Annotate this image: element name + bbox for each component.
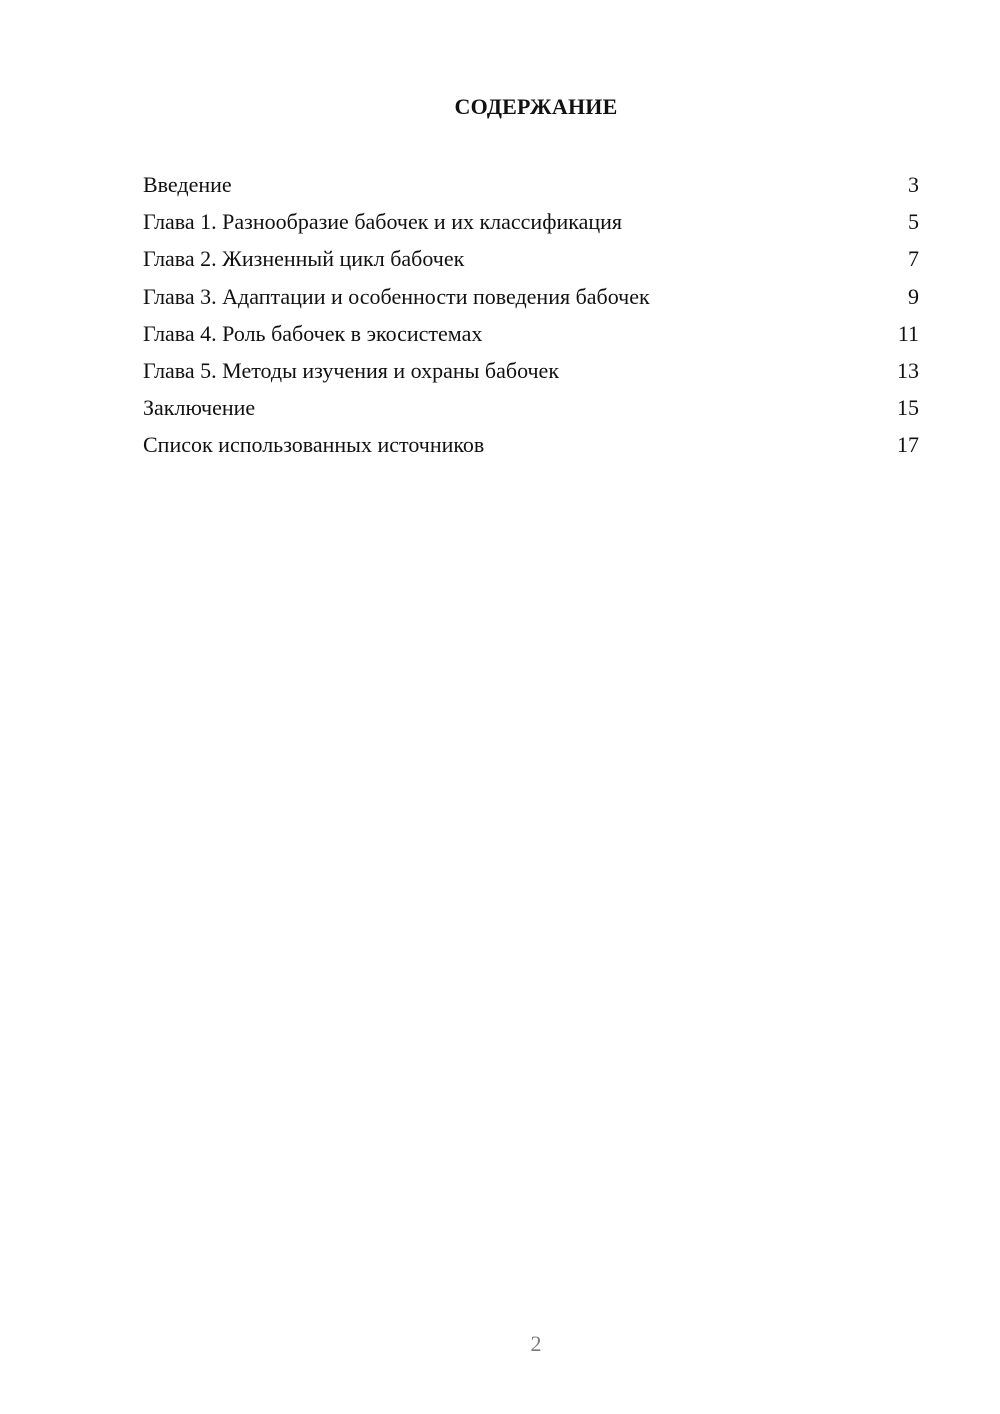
toc-entry-title: Глава 2. Жизненный цикл бабочек — [143, 246, 465, 272]
toc-entry-title: Глава 3. Адаптации и особенности поведения бабочек — [143, 283, 650, 309]
toc-entry-chapter-5[interactable] — [143, 354, 919, 391]
toc-entry-page: 17 — [897, 432, 919, 458]
toc-entry-title: Глава 4. Роль бабочек в экосистемах — [143, 320, 483, 346]
toc-entry-chapter-2[interactable] — [143, 242, 919, 279]
toc-entry-page: 11 — [897, 320, 919, 346]
toc-entry-chapter-1[interactable] — [143, 205, 919, 242]
toc-heading: СОДЕРЖАНИЕ — [454, 94, 618, 119]
toc-entry-title: Список использованных источников — [143, 432, 485, 458]
toc-entry-page: 7 — [908, 246, 919, 272]
toc-entry-references[interactable] — [143, 428, 919, 465]
toc-entry-title: Введение — [143, 172, 232, 197]
toc-entry-title: Глава 5. Методы изучения и охраны бабочек — [143, 357, 560, 383]
toc-entry-page: 5 — [908, 209, 919, 235]
toc-entry-introduction[interactable] — [143, 168, 919, 205]
toc-entry-conclusion[interactable] — [143, 391, 919, 428]
toc-entry-chapter-4[interactable] — [143, 317, 919, 354]
toc-entry-title: Заключение — [143, 395, 256, 421]
page-number: 2 — [530, 1331, 542, 1356]
toc-entry-title: Глава 1. Разнообразие бабочек и их классификация — [143, 209, 623, 235]
toc-entry-chapter-3[interactable] — [143, 280, 919, 317]
toc-entry-page: 3 — [908, 172, 919, 197]
toc-entry-page: 15 — [897, 395, 919, 421]
toc-entry-page: 9 — [908, 283, 919, 309]
toc-entry-page: 13 — [897, 357, 919, 383]
toc-list — [143, 168, 919, 466]
